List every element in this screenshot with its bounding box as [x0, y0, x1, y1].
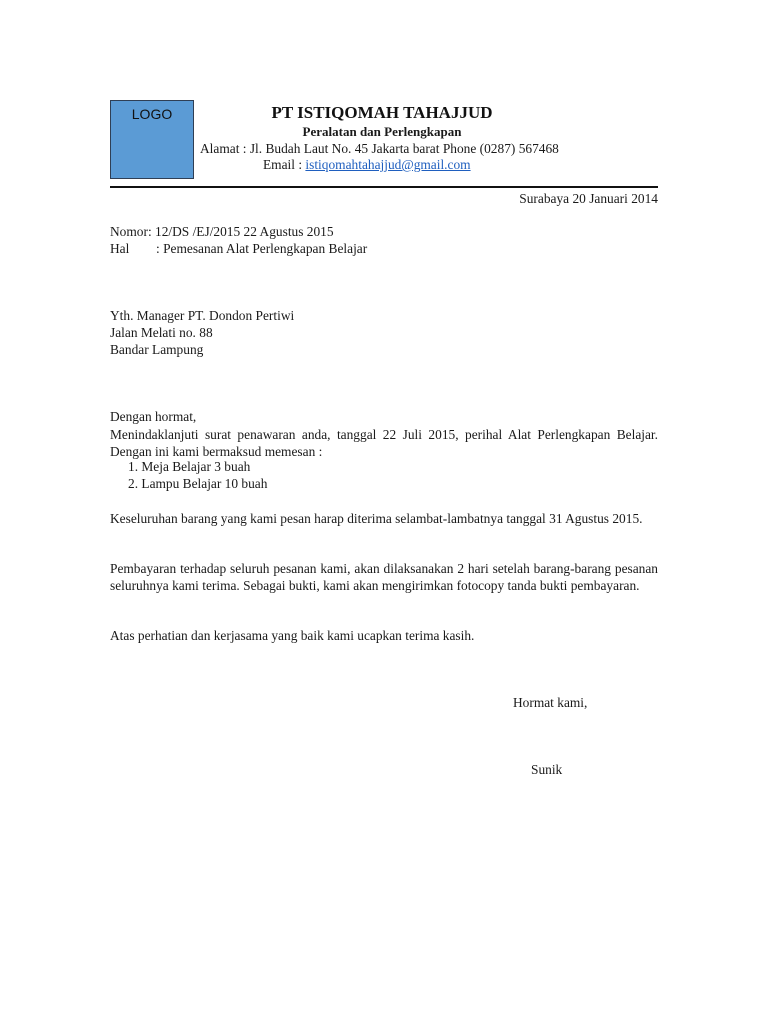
company-name: PT ISTIQOMAH TAHAJJUD — [271, 103, 493, 122]
nomor-value: : 12/DS /EJ/2015 22 Agustus 2015 — [147, 224, 334, 239]
recipient-street: Jalan Melati no. 88 — [110, 325, 213, 340]
thanks-paragraph: Atas perhatian dan kerjasama yang baik kami ucapkan terima kasih. — [110, 628, 475, 643]
recipient-name: Yth. Manager PT. Dondon Pertiwi — [110, 308, 295, 323]
intro-paragraph: Menindaklanjuti surat penawaran anda, tanggal 22 Juli 2015, perihal Alat Perlengkapan Belajar. Dengan ini kami bermaksud memesan : — [110, 427, 658, 459]
logo-placeholder — [110, 100, 194, 179]
letter-subject-row — [110, 241, 367, 257]
letter-date: Surabaya 20 Januari 2014 — [519, 191, 658, 206]
order-item-1: 1. Meja Belajar 3 buah — [128, 459, 251, 474]
letter-number-row — [110, 224, 334, 240]
recipient-city: Bandar Lampung — [110, 342, 204, 357]
closing-salutation: Hormat kami, — [513, 695, 588, 710]
company-email-line — [263, 157, 471, 173]
signer-name: Sunik — [531, 762, 563, 777]
email-label: Email : — [263, 157, 306, 172]
hal-label: Hal — [110, 241, 130, 256]
order-item-2: 2. Lampu Belajar 10 buah — [128, 476, 268, 491]
greeting: Dengan hormat, — [110, 409, 197, 424]
nomor-label: Nomor — [110, 224, 148, 239]
delivery-paragraph: Keseluruhan barang yang kami pesan harap diterima selambat-lambatnya tanggal 31 Agustus 2015. — [110, 511, 643, 526]
company-tagline: Peralatan dan Perlengkapan — [302, 124, 462, 139]
letterhead-divider — [110, 186, 658, 188]
payment-paragraph: Pembayaran terhadap seluruh pesanan kami, akan dilaksanakan 2 hari setelah barang-barang pesanan seluruhnya kami terima. Sebagai bukti, kami akan mengirimkan fotocopy tanda bukti pembayaran. — [110, 561, 658, 593]
company-address: Alamat : Jl. Budah Laut No. 45 Jakarta barat Phone (0287) 567468 — [200, 141, 559, 156]
email-link[interactable]: istiqomahtahajjud@gmail.com — [305, 157, 471, 172]
logo-text: LOGO — [131, 106, 173, 122]
hal-value: : Pemesanan Alat Perlengkapan Belajar — [156, 241, 368, 256]
